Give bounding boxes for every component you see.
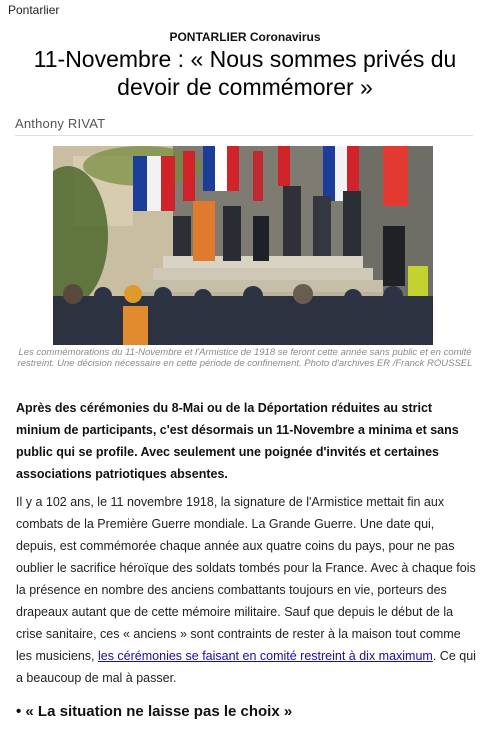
- section-label[interactable]: Pontarlier: [8, 3, 60, 17]
- body-text-before-link: Il y a 102 ans, le 11 novembre 1918, la signature de l'Armistice mettait fin aux combats de la Première Guerre mondiale. La Grande Guerre. Une date qui, depuis, est commémorée chaque année aux quatre coins du pays, pour ne pas oublier le sacrifice héroïque des soldats tombés pour la France. Avec à chaque fois la présence en nombre des anciens combattants toujours en vie, porteurs des drapeaux autant que de cette mémoire militaire. Sauf que depuis le début de la crise sanitaire, ces « anciens » sont contraints de rester à la maison tout comme les musiciens,: [16, 495, 476, 663]
- article-kicker: PONTARLIER Coronavirus: [169, 30, 321, 44]
- photo-caption: Les commémorations du 11-Novembre et l'Armistice de 1918 se feront cette année sans public et en comité restreint. Une décision nécessaire en cette période de confinement. Photo d'archives ER /Franck ROUSSEL: [17, 347, 473, 369]
- author-divider: [15, 135, 473, 136]
- article-author[interactable]: Anthony RIVAT: [15, 116, 106, 131]
- article-lede: Après des cérémonies du 8-Mai ou de la Déportation réduites au strict minium de participants, c'est désormais un 11-Novembre a minima et sans public qui se profile. Avec seulement une poignée d'invités et certaines associations patriotiques absentes.: [16, 401, 459, 481]
- article-subhead: • « La situation ne laisse pas le choix »: [16, 703, 293, 720]
- article-photo[interactable]: [53, 146, 433, 345]
- article-body: [16, 491, 478, 689]
- body-text-after-link: . Ce qui a beaucoup de mal à passer.: [16, 649, 476, 685]
- ceremony-photo-illustration: [53, 146, 433, 345]
- ceremony-link[interactable]: les cérémonies se faisant en comité restreint à dix maximum: [97, 649, 433, 663]
- article-headline: 11-Novembre : « Nous sommes privés du devoir de commémorer »: [33, 46, 457, 100]
